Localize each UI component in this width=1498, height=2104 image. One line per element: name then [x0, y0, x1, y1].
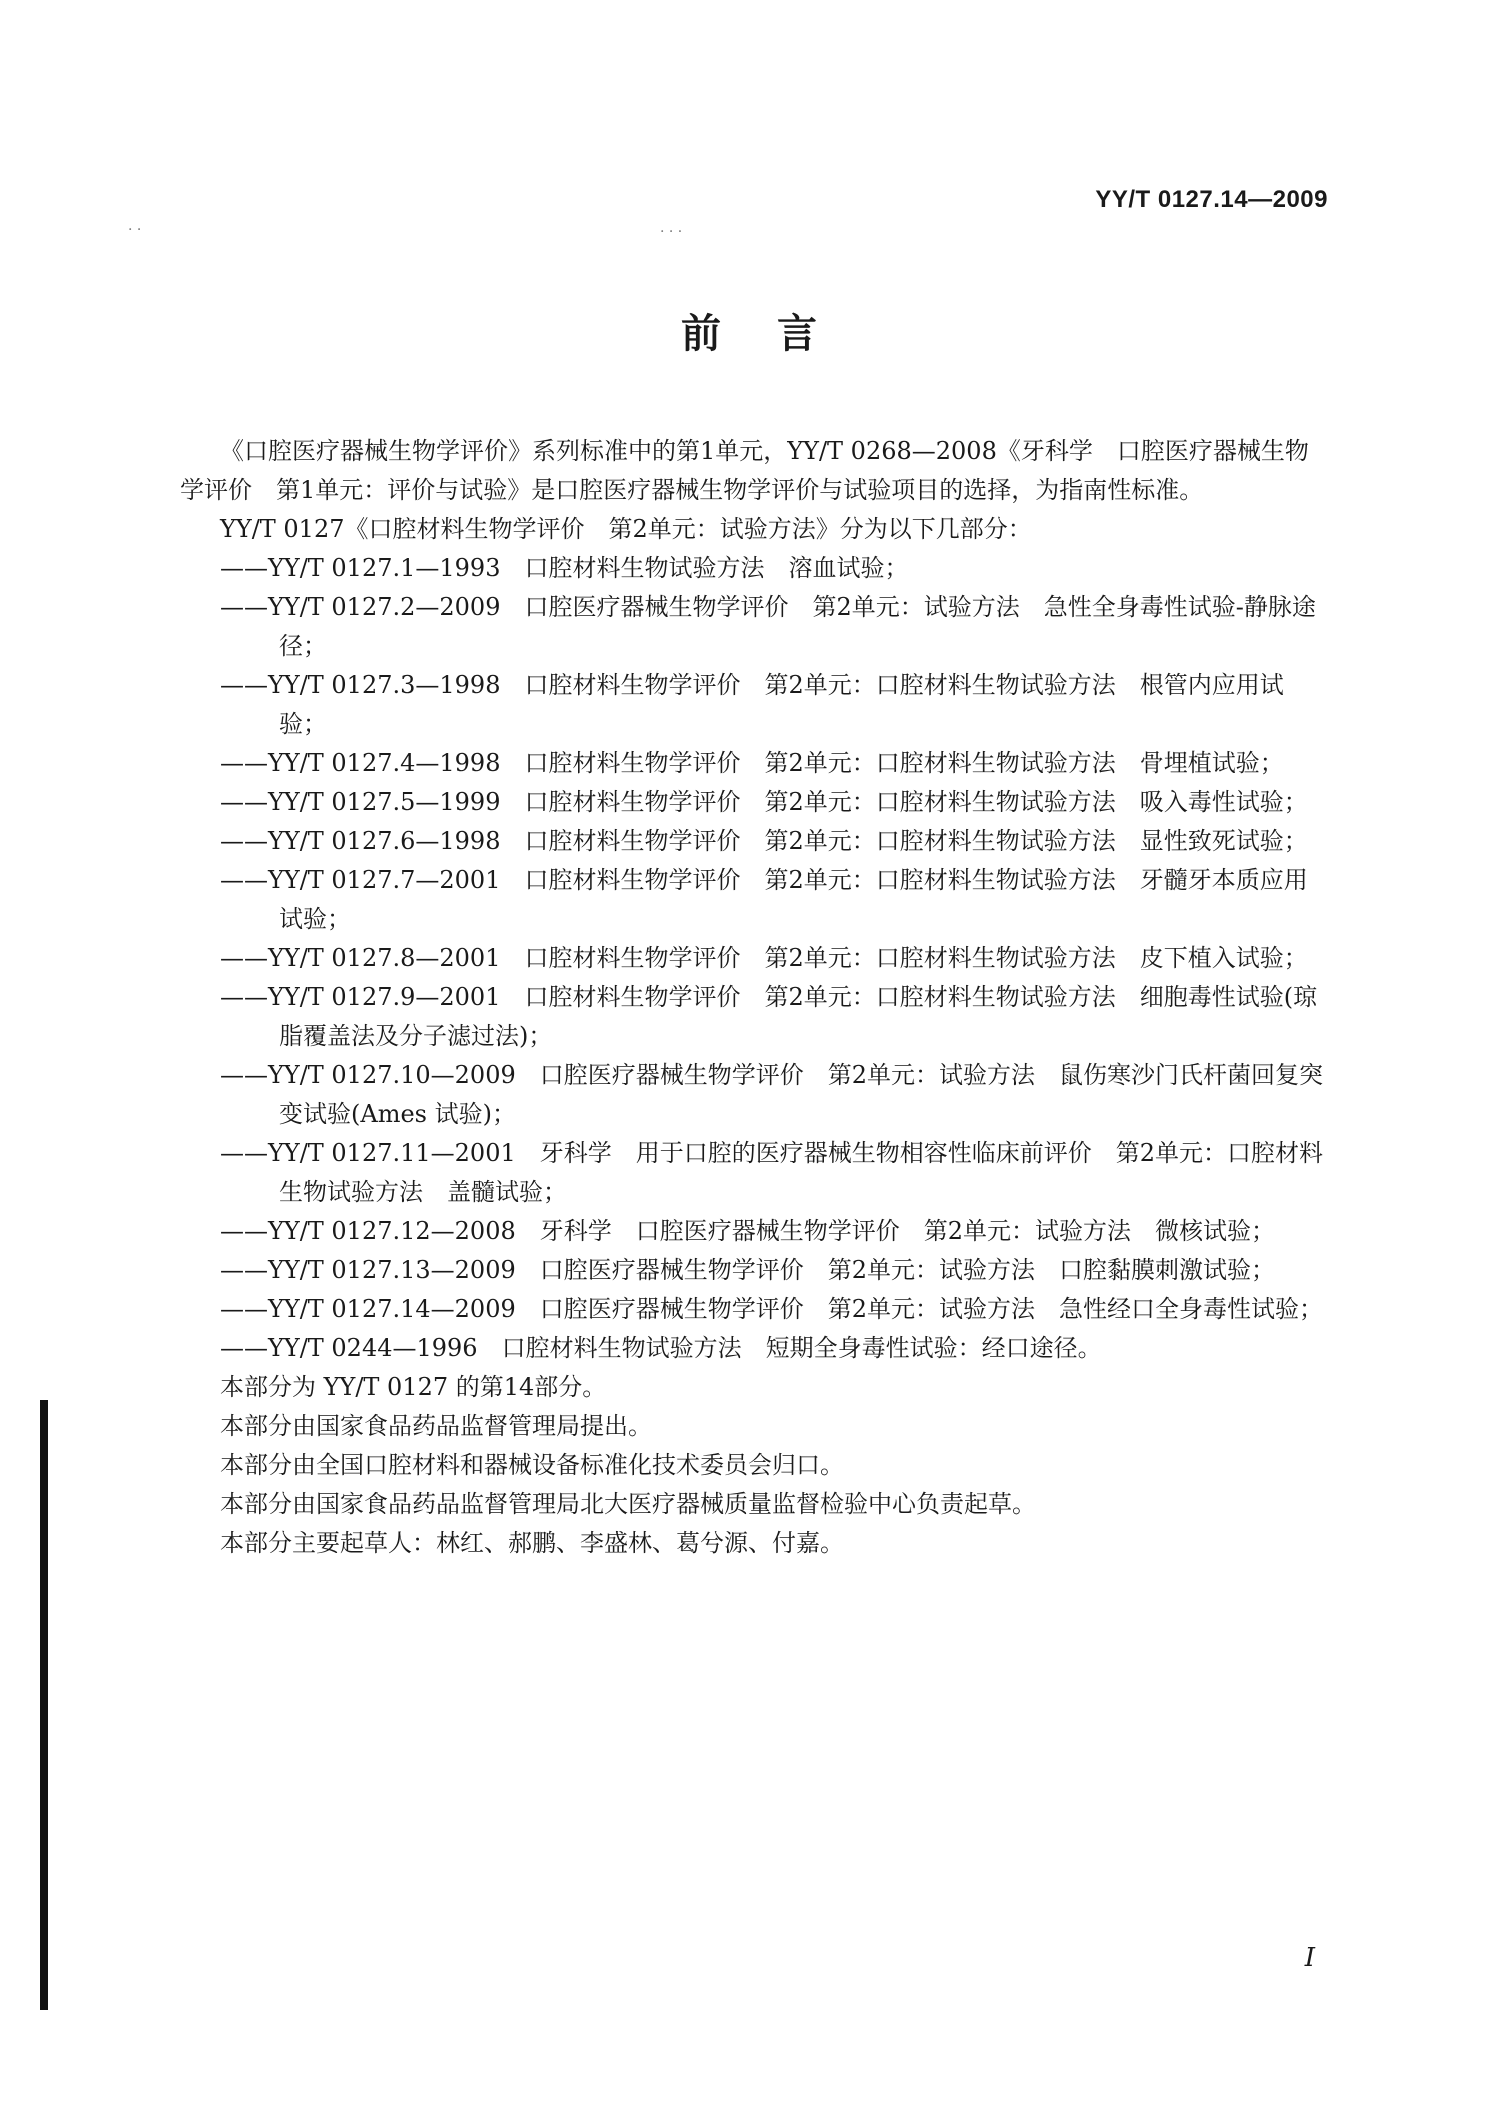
intro-paragraph: 《口腔医疗器械生物学评价》系列标准中的第1单元，YY/T 0268—2008《牙科学 口腔医疗器械生物学评价 第1单元：评价与试验》是口腔医疗器械生物学评价与试验项目的选择，为指南性标准。 [180, 437, 1309, 504]
list-item: ——YY/T 0127.6—1998 口腔材料生物学评价 第2单元：口腔材料生物试验方法 显性致死试验； [220, 827, 1308, 855]
list-item: ——YY/T 0127.4—1998 口腔材料生物学评价 第2单元：口腔材料生物试验方法 骨埋植试验； [220, 749, 1284, 777]
foreword-body [180, 432, 1326, 1563]
scan-speck: · · · [660, 224, 683, 240]
list-item: ——YY/T 0127.2—2009 口腔医疗器械生物学评价 第2单元：试验方法 急性全身毒性试验-静脉途径； [220, 593, 1316, 660]
scan-speck: · · [128, 222, 142, 238]
closing-paragraph: 本部分为 YY/T 0127 的第14部分。 [220, 1373, 607, 1401]
list-item: ——YY/T 0127.12—2008 牙科学 口腔医疗器械生物学评价 第2单元：试验方法 微核试验； [220, 1217, 1276, 1245]
list-item: ——YY/T 0127.11—2001 牙科学 用于口腔的医疗器械生物相容性临床前评价 第2单元：口腔材料生物试验方法 盖髓试验； [220, 1139, 1324, 1206]
closing-paragraph: 本部分由国家食品药品监督管理局北大医疗器械质量监督检验中心负责起草。 [220, 1490, 1036, 1518]
list-item: ——YY/T 0244—1996 口腔材料生物试验方法 短期全身毒性试验：经口途径。 [220, 1334, 1102, 1362]
list-item: ——YY/T 0127.10—2009 口腔医疗器械生物学评价 第2单元：试验方法 鼠伤寒沙门氏杆菌回复突变试验(Ames 试验)； [220, 1061, 1324, 1128]
page-title: 前言 [681, 310, 873, 357]
closing-paragraph: 本部分由全国口腔材料和器械设备标准化技术委员会归口。 [220, 1451, 844, 1479]
scan-binding-edge [40, 1400, 48, 2010]
list-item: ——YY/T 0127.7—2001 口腔材料生物学评价 第2单元：口腔材料生物试验方法 牙髓牙本质应用试验； [220, 866, 1308, 933]
closing-paragraph: 本部分主要起草人：林红、郝鹏、李盛林、葛兮源、付嘉。 [220, 1529, 844, 1557]
intro-paragraph: YY/T 0127《口腔材料生物学评价 第2单元：试验方法》分为以下几部分： [220, 515, 1032, 543]
parts-list [180, 549, 1326, 1368]
list-item: ——YY/T 0127.14—2009 口腔医疗器械生物学评价 第2单元：试验方法 急性经口全身毒性试验； [220, 1295, 1324, 1323]
list-item: ——YY/T 0127.9—2001 口腔材料生物学评价 第2单元：口腔材料生物试验方法 细胞毒性试验(琼脂覆盖法及分子滤过法)； [220, 983, 1318, 1050]
standard-code: YY/T 0127.14—2009 [1095, 186, 1328, 213]
list-item: ——YY/T 0127.13—2009 口腔医疗器械生物学评价 第2单元：试验方法 口腔黏膜刺激试验； [220, 1256, 1276, 1284]
page-number: I [1304, 1943, 1315, 1973]
list-item: ——YY/T 0127.8—2001 口腔材料生物学评价 第2单元：口腔材料生物试验方法 皮下植入试验； [220, 944, 1308, 972]
list-item: ——YY/T 0127.1—1993 口腔材料生物试验方法 溶血试验； [220, 554, 909, 582]
closing-paragraph: 本部分由国家食品药品监督管理局提出。 [220, 1412, 652, 1440]
list-item: ——YY/T 0127.3—1998 口腔材料生物学评价 第2单元：口腔材料生物试验方法 根管内应用试验； [220, 671, 1284, 738]
list-item: ——YY/T 0127.5—1999 口腔材料生物学评价 第2单元：口腔材料生物试验方法 吸入毒性试验； [220, 788, 1308, 816]
